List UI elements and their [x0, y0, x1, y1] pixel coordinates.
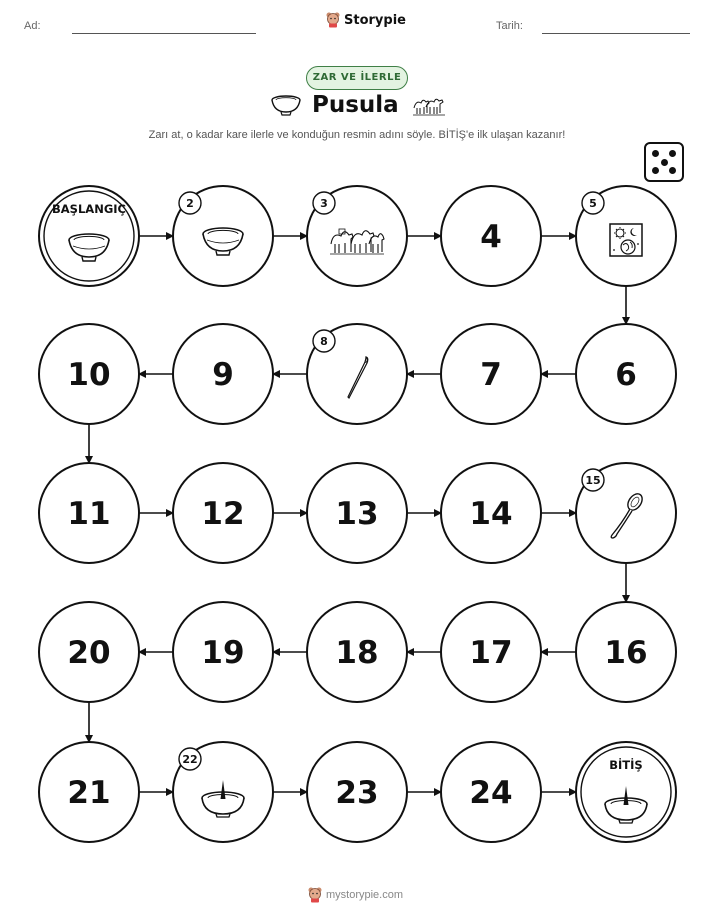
- square-number: 21: [67, 775, 111, 811]
- square-number: 13: [335, 496, 379, 532]
- page-title: Pusula: [312, 92, 399, 118]
- square-number: 17: [469, 635, 513, 671]
- square-number: 16: [604, 635, 648, 671]
- date-label: Tarih:: [496, 20, 523, 32]
- square-number: 22: [182, 753, 198, 766]
- board-square: [307, 602, 407, 702]
- board-square: [39, 742, 139, 842]
- square-number: 23: [335, 775, 379, 811]
- square-number: 14: [469, 496, 513, 532]
- square-number: 20: [67, 635, 111, 671]
- finish-label: BİTİŞ: [609, 758, 643, 772]
- square-number: 12: [201, 496, 245, 532]
- board-square: [39, 463, 139, 563]
- square-number: 4: [480, 219, 502, 255]
- board-square: [307, 742, 407, 842]
- board-square: [307, 324, 407, 424]
- square-number: 9: [212, 357, 234, 393]
- square-number: 11: [67, 496, 111, 532]
- board-squares: [39, 186, 676, 842]
- footer: [308, 887, 403, 903]
- square-number: 15: [585, 474, 601, 487]
- board-square: [173, 602, 273, 702]
- square-number: 24: [469, 775, 513, 811]
- board-square: [576, 324, 676, 424]
- square-number: 5: [589, 197, 597, 210]
- game-type-badge: ZAR VE İLERLE: [306, 66, 408, 90]
- square-number: 2: [186, 197, 194, 210]
- board-square: [441, 742, 541, 842]
- square-number: 8: [320, 335, 328, 348]
- brand-name: Storypie: [344, 12, 406, 28]
- board-square: [441, 186, 541, 286]
- board-square: [576, 186, 676, 286]
- board-square: [441, 602, 541, 702]
- board-square: [173, 324, 273, 424]
- board-square: [173, 742, 273, 842]
- instructions-text: Zarı at, o kadar kare ilerle ve konduğun resmin adını söyle. BİTİŞ'e ilk ulaşan kazanır!: [148, 129, 566, 141]
- board-square: [173, 463, 273, 563]
- board-square: [576, 463, 676, 563]
- board-square: [39, 324, 139, 424]
- start-label: BAŞLANGIÇ: [52, 202, 126, 216]
- footer-url: mystorypie.com: [326, 889, 404, 901]
- board-square: [307, 186, 407, 286]
- square-number: 10: [67, 357, 111, 393]
- square-number: 19: [201, 635, 245, 671]
- square-number: 18: [335, 635, 379, 671]
- board-square: [441, 324, 541, 424]
- sun-moon-earth-icon: [610, 224, 642, 256]
- square-number: 7: [480, 357, 502, 393]
- name-label: Ad:: [24, 20, 41, 32]
- board-square: [307, 463, 407, 563]
- bear-mascot-icon: [308, 887, 322, 903]
- finish-square: [576, 742, 676, 842]
- start-square: [39, 186, 139, 286]
- square-number: 3: [320, 197, 328, 210]
- board-square: [173, 186, 273, 286]
- board-square: [39, 602, 139, 702]
- square-number: 6: [615, 357, 637, 393]
- board-square: [576, 602, 676, 702]
- board-square: [441, 463, 541, 563]
